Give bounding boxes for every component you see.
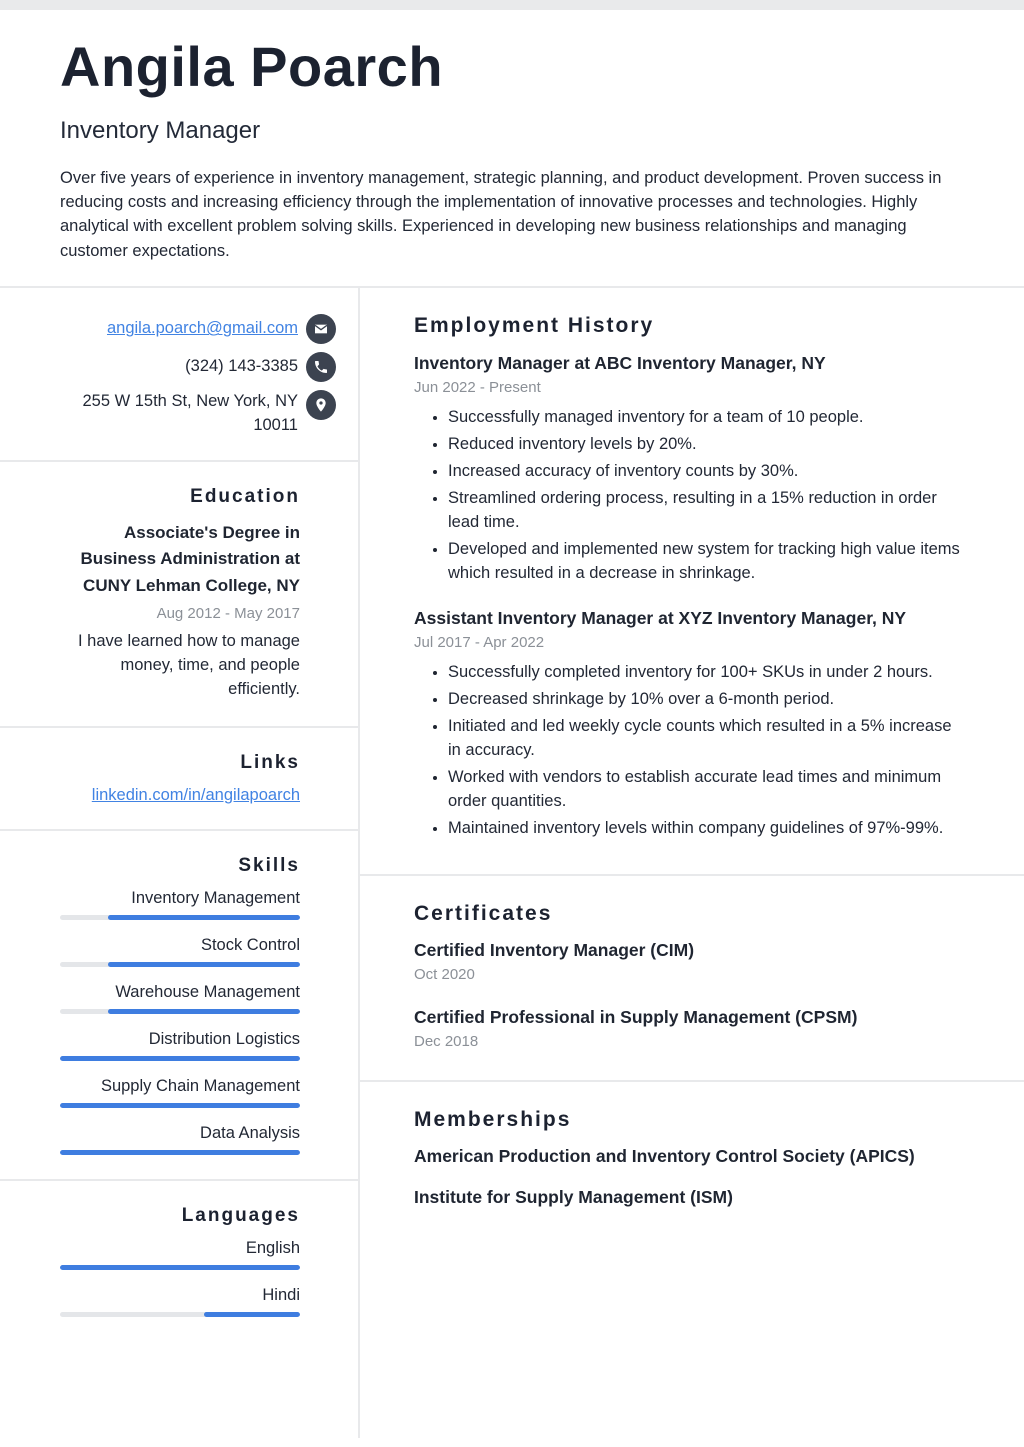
skill-item bbox=[60, 983, 300, 1014]
education-dates: Aug 2012 - May 2017 bbox=[156, 605, 300, 623]
languages-section bbox=[0, 1179, 358, 1341]
job-title: Inventory Manager at ABC Inventory Manager, NY bbox=[414, 353, 826, 374]
skill-label: Data Analysis bbox=[200, 1123, 300, 1142]
skill-item bbox=[60, 1077, 300, 1108]
membership-entry: Institute for Supply Management (ISM) bbox=[414, 1186, 733, 1207]
job-bullet: • Worked with vendors to establish accurate lead times and minimum order quantities. bbox=[448, 766, 966, 814]
contact-section bbox=[0, 288, 358, 460]
main-column bbox=[360, 288, 1024, 1438]
language-label: Hindi bbox=[262, 1285, 300, 1304]
language-item bbox=[60, 1239, 300, 1270]
education-description: I have learned how to manage money, time, and people efficiently. bbox=[78, 632, 300, 698]
certificates-heading: Certificates bbox=[414, 901, 553, 925]
skill-item bbox=[60, 1030, 300, 1061]
certificates-section bbox=[360, 874, 1024, 1080]
envelope-icon bbox=[306, 314, 336, 344]
employment-history-heading: Employment History bbox=[414, 314, 655, 338]
skill-bar-fill bbox=[108, 915, 300, 920]
job-entry bbox=[414, 607, 966, 840]
job-bullet: • Increased accuracy of inventory counts by 30%. bbox=[448, 460, 966, 484]
job-bullet: • Maintained inventory levels within company guidelines of 97%-99%. bbox=[448, 817, 966, 841]
language-bar bbox=[60, 1265, 300, 1270]
candidate-job-title: Inventory Manager bbox=[60, 116, 261, 144]
skills-section bbox=[0, 829, 358, 1179]
candidate-name: Angila Poarch bbox=[60, 35, 444, 98]
job-bullet: • Initiated and led weekly cycle counts which resulted in a 5% increase in accuracy. bbox=[448, 715, 966, 763]
certificate-date: Dec 2018 bbox=[414, 1032, 479, 1050]
header bbox=[0, 10, 1024, 288]
job-dates: Jun 2022 - Present bbox=[414, 378, 541, 396]
skill-bar bbox=[60, 1056, 300, 1061]
skill-item bbox=[60, 1124, 300, 1155]
profile-summary: Over five years of experience in inventory management, strategic planning, and product development. Proven success in reducing costs and increasing efficiency through the implementation of innovative processes and technologies. Highly analytical with excellent problem solving skills. Experienced in developing new business relationships and managing customer expectations. bbox=[60, 168, 942, 260]
job-bullet: • Successfully managed inventory for a team of 10 people. bbox=[448, 406, 966, 430]
content-columns bbox=[0, 288, 1024, 1438]
skill-bar bbox=[60, 915, 300, 920]
education-degree: Associate's Degree in Business Administration at CUNY Lehman College, NY bbox=[80, 523, 300, 595]
linkedin-link[interactable]: linkedin.com/in/angilapoarch bbox=[91, 785, 300, 804]
skill-label: Distribution Logistics bbox=[148, 1029, 300, 1048]
address-text: 255 W 15th St, New York, NY 10011 bbox=[82, 392, 298, 435]
skill-item bbox=[60, 889, 300, 920]
job-bullet-list bbox=[414, 661, 966, 840]
links-heading: Links bbox=[240, 751, 300, 773]
certificate-title: Certified Inventory Manager (CIM) bbox=[414, 939, 695, 960]
membership-entry: American Production and Inventory Control Society (APICS) bbox=[414, 1145, 915, 1166]
top-strip bbox=[0, 0, 1024, 10]
phone-number: (324) 143-3385 bbox=[185, 357, 298, 376]
certificate-entry bbox=[414, 1007, 966, 1050]
skill-bar bbox=[60, 1103, 300, 1108]
phone-icon bbox=[306, 352, 336, 382]
certificate-title: Certified Professional in Supply Management (CPSM) bbox=[414, 1006, 858, 1027]
memberships-heading: Memberships bbox=[414, 1107, 572, 1131]
skill-item bbox=[60, 936, 300, 967]
employment-history-section bbox=[360, 288, 1024, 873]
skill-bar bbox=[60, 1150, 300, 1155]
email-link[interactable]: angila.poarch@gmail.com bbox=[106, 319, 298, 338]
language-bar-fill bbox=[204, 1312, 300, 1317]
job-bullet: • Successfully completed inventory for 100+ SKUs in under 2 hours. bbox=[448, 661, 966, 685]
job-dates: Jul 2017 - Apr 2022 bbox=[414, 634, 545, 652]
language-bar-fill bbox=[60, 1265, 300, 1270]
certificate-date: Oct 2020 bbox=[414, 965, 475, 983]
job-bullet: • Decreased shrinkage by 10% over a 6-month period. bbox=[448, 688, 966, 712]
memberships-section bbox=[360, 1080, 1024, 1238]
language-label: English bbox=[245, 1238, 300, 1257]
job-title: Assistant Inventory Manager at XYZ Inventory Manager, NY bbox=[414, 608, 907, 629]
contact-email-row bbox=[60, 314, 336, 344]
skill-bar-fill bbox=[60, 1103, 300, 1108]
job-bullet: • Developed and implemented new system for tracking high value items which resulted in a decrease in shrinkage. bbox=[448, 538, 966, 586]
certificate-entry bbox=[414, 940, 966, 983]
links-section bbox=[0, 726, 358, 829]
skill-label: Stock Control bbox=[200, 935, 300, 954]
skill-bar bbox=[60, 1009, 300, 1014]
skill-label: Inventory Management bbox=[131, 888, 300, 907]
contact-address-row bbox=[60, 390, 336, 438]
sidebar bbox=[0, 288, 360, 1438]
education-section bbox=[0, 460, 358, 726]
skill-bar-fill bbox=[60, 1056, 300, 1061]
skill-bar-fill bbox=[108, 962, 300, 967]
location-pin-icon bbox=[306, 390, 336, 420]
skill-bar-fill bbox=[108, 1009, 300, 1014]
skill-bar-fill bbox=[60, 1150, 300, 1155]
skill-bar bbox=[60, 962, 300, 967]
contact-phone-row bbox=[60, 352, 336, 382]
job-bullet: • Streamlined ordering process, resulting in a 15% reduction in order lead time. bbox=[448, 487, 966, 535]
education-heading: Education bbox=[190, 486, 300, 508]
job-bullet-list bbox=[414, 406, 966, 585]
language-bar bbox=[60, 1312, 300, 1317]
language-item bbox=[60, 1286, 300, 1317]
job-entry bbox=[414, 352, 966, 585]
job-bullet: • Reduced inventory levels by 20%. bbox=[448, 433, 966, 457]
languages-heading: Languages bbox=[181, 1204, 300, 1226]
skill-label: Supply Chain Management bbox=[100, 1076, 300, 1095]
skill-label: Warehouse Management bbox=[115, 982, 300, 1001]
skills-heading: Skills bbox=[238, 854, 300, 876]
